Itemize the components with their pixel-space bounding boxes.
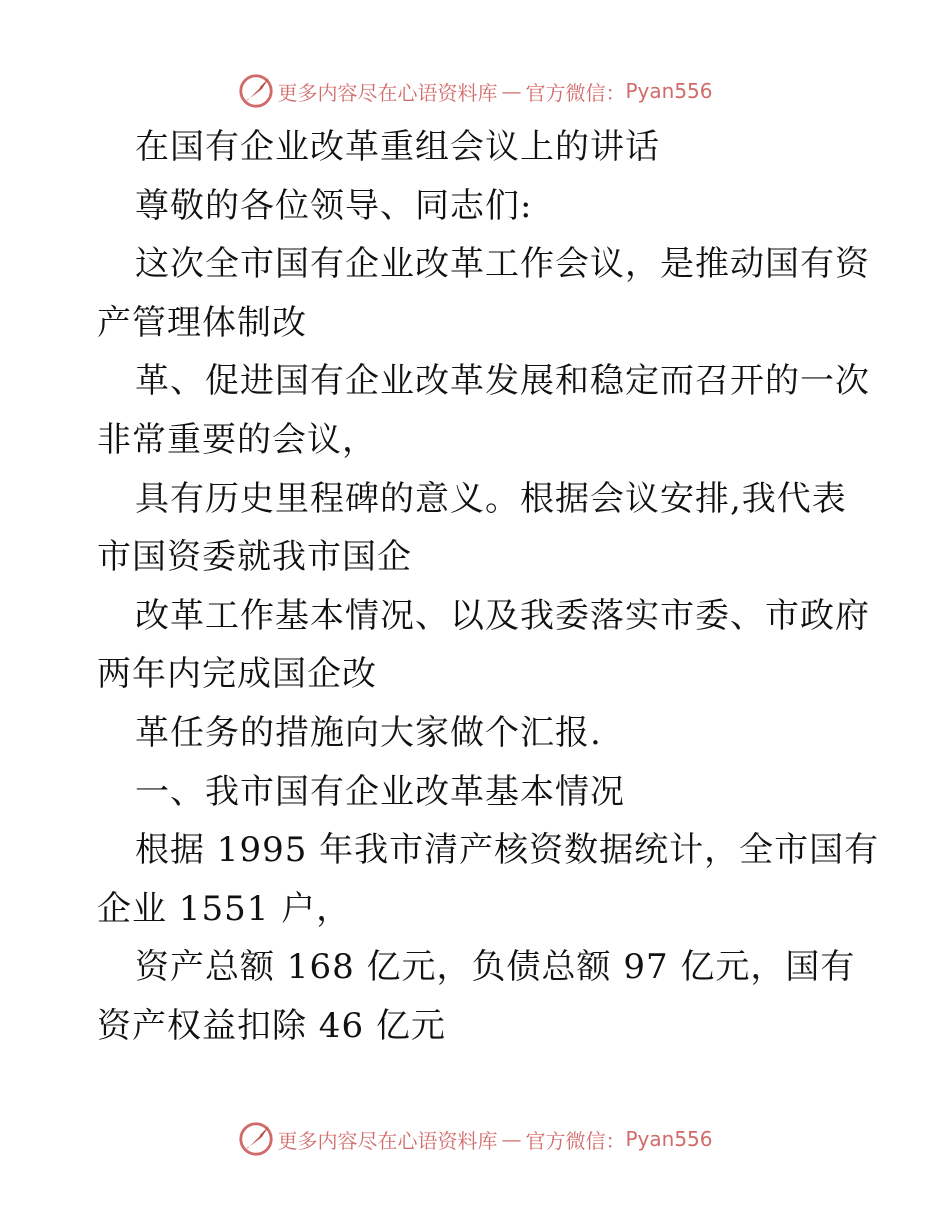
watermark-text: 更多内容尽在心语资料库 [277,80,498,105]
text-line: 非常重要的会议， [97,419,377,460]
paragraph [97,177,857,236]
text-line: 具有历史里程碑的意义。根据会议安排,我代表 [135,478,847,519]
watermark-header [0,71,950,111]
text-line: 革、促进国有企业改革发展和稳定而召开的一次 [135,361,870,402]
text-line: 根据 1995 年我市清产核资数据统计，全市国有 [135,830,880,871]
document-body [97,118,880,1056]
paragraph [97,235,870,352]
paragraph [97,118,857,177]
watermark-suffix: 官方微信： [525,1128,626,1153]
text-line: 改革工作基本情况、以及我委落实市委、市政府 [135,595,870,636]
text-line: 资产权益扣除 46 亿元 [97,1005,446,1046]
watermark-brand: Pyan556 [625,79,713,103]
paragraph [97,704,857,763]
paragraph [97,587,870,704]
text-line: 企业 1551 户， [97,888,352,929]
paragraph [97,352,870,469]
quill-logo-icon [237,1120,275,1158]
text-line: 产管理体制改 [97,302,307,343]
paragraph [97,821,880,938]
paragraph [97,938,857,1055]
text-line: 革任务的措施向大家做个汇报. [135,712,602,753]
watermark-brand: Pyan556 [625,1127,713,1151]
watermark-suffix: 官方微信： [525,80,626,105]
quill-logo-icon [237,72,275,110]
paragraph [97,470,857,587]
text-line: 市国资委就我市国企 [97,537,412,578]
paragraph [97,763,857,822]
text-line: 资产总额 168 亿元，负债总额 97 亿元，国有 [135,947,856,988]
watermark-separator: — [501,1127,522,1151]
watermark-separator: — [501,79,522,103]
text-line: 尊敬的各位领导、同志们: [135,185,533,226]
text-line: 两年内完成国企改 [97,654,377,695]
text-line: 在国有企业改革重组会议上的讲话 [135,127,660,167]
text-line: 这次全市国有企业改革工作会议，是推动国有资 [135,244,870,285]
watermark-text: 更多内容尽在心语资料库 [277,1128,498,1153]
text-line: 一、我市国有企业改革基本情况 [135,771,625,812]
watermark-footer [0,1119,950,1159]
